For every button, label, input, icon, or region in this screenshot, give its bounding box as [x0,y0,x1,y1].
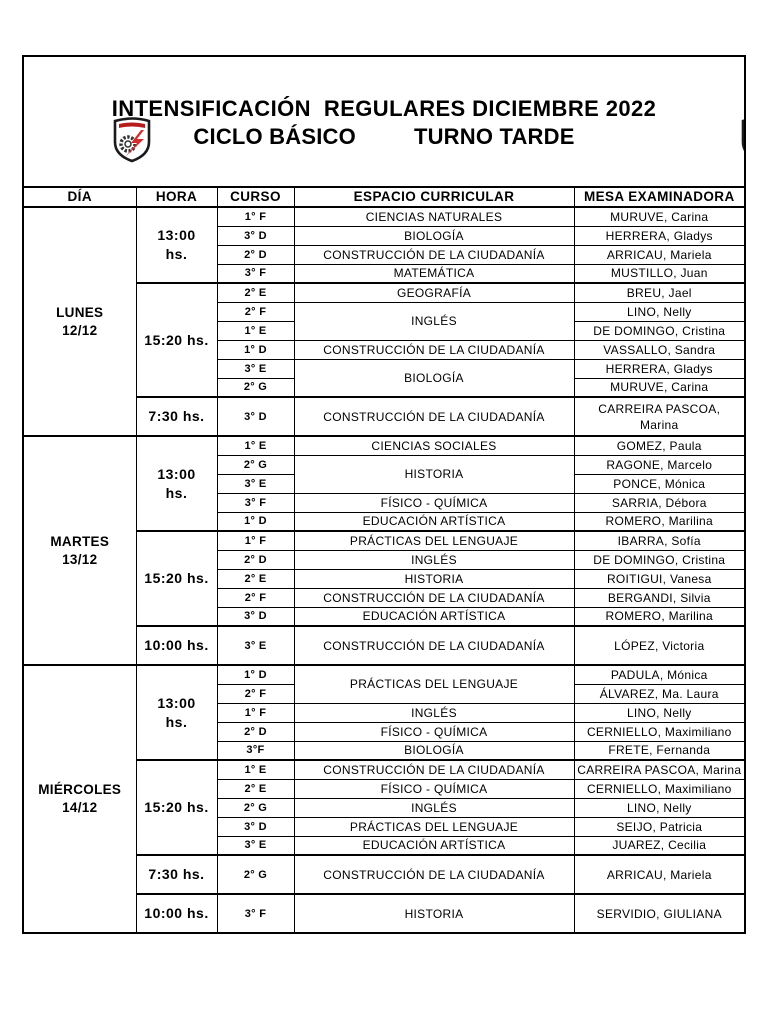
examiner-cell: DE DOMINGO, Cristina [574,550,745,569]
exam-schedule-table [22,55,746,934]
examiner-cell: SARRIA, Débora [574,493,745,512]
examiner-cell: BREU, Jael [574,283,745,302]
day-cell [23,665,136,933]
title-cell [23,56,745,187]
examiner-cell: LÓPEZ, Victoria [574,626,745,665]
time-cell: 13:00 hs. [136,665,217,760]
course-cell: 2° D [217,245,294,264]
course-cell: 3° D [217,397,294,436]
examiner-cell: ROMERO, Marilina [574,607,745,626]
subject-cell: PRÁCTICAS DEL LENGUAJE [294,531,574,550]
examiner-cell: GOMEZ, Paula [574,436,745,455]
examiner-cell: ROMERO, Marilina [574,512,745,531]
time-cell: 15:20 hs. [136,283,217,397]
course-cell: 1° D [217,512,294,531]
title-block [24,93,744,150]
column-header-examiners: MESA EXAMINADORA [574,187,745,207]
column-header-subject: ESPACIO CURRICULAR [294,187,574,207]
course-cell: 3° E [217,836,294,855]
course-cell: 2° F [217,302,294,321]
subject-cell: HISTORIA [294,894,574,933]
course-cell: 2° E [217,779,294,798]
table-row [23,665,745,684]
course-cell: 2° D [217,550,294,569]
examiner-cell: VASSALLO, Sandra [574,340,745,359]
subject-cell: BIOLOGÍA [294,359,574,397]
time-cell: 15:20 hs. [136,760,217,855]
title-row [23,56,745,187]
course-cell: 2° G [217,455,294,474]
course-cell: 3° E [217,474,294,493]
time-cell: 10:00 hs. [136,626,217,665]
course-cell: 1° F [217,703,294,722]
column-header-row [23,187,745,207]
subject-cell: CIENCIAS SOCIALES [294,436,574,455]
day-name: MIÉRCOLES [38,782,122,797]
examiner-cell: PADULA, Mónica [574,665,745,684]
subject-cell: EDUCACIÓN ARTÍSTICA [294,836,574,855]
examiner-cell: SEIJO, Patricia [574,817,745,836]
examiner-cell: ROITIGUI, Vanesa [574,569,745,588]
subject-cell: PRÁCTICAS DEL LENGUAJE [294,817,574,836]
course-cell: 2° E [217,283,294,302]
course-cell: 2° G [217,855,294,894]
examiner-cell: CARREIRA PASCOA, Marina [574,397,745,436]
examiner-cell: RAGONE, Marcelo [574,455,745,474]
examiner-cell: JUAREZ, Cecilia [574,836,745,855]
examiner-cell: LINO, Nelly [574,798,745,817]
subject-cell: EDUCACIÓN ARTÍSTICA [294,607,574,626]
day-cell [23,436,136,665]
course-cell: 1° F [217,207,294,226]
time-cell: 7:30 hs. [136,855,217,894]
subject-cell: CONSTRUCCIÓN DE LA CIUDADANÍA [294,626,574,665]
day-name: MARTES [50,533,110,549]
day-name: LUNES [56,304,104,320]
document-title: INTENSIFICACIÓN REGULARES DICIEMBRE 2022 [111,96,657,121]
examiner-cell: CARREIRA PASCOA, Marina [574,760,745,779]
subject-cell: BIOLOGÍA [294,226,574,245]
subject-cell: FÍSICO - QUÍMICA [294,722,574,741]
time-cell: 13:00 hs. [136,207,217,283]
course-cell: 3° D [217,817,294,836]
cycle-label: CICLO BÁSICO [193,124,356,149]
examiner-cell: DE DOMINGO, Cristina [574,321,745,340]
subject-cell: HISTORIA [294,455,574,493]
subject-cell: INGLÉS [294,302,574,340]
subject-cell: EDUCACIÓN ARTÍSTICA [294,512,574,531]
examiner-cell: FRETE, Fernanda [574,741,745,760]
subject-cell: CIENCIAS NATURALES [294,207,574,226]
course-cell: 3°F [217,741,294,760]
column-header-day: DÍA [23,187,136,207]
day-cell [23,207,136,436]
examiner-cell: MUSTILLO, Juan [574,264,745,283]
course-cell: 2° G [217,798,294,817]
examiner-cell: MURUVE, Carina [574,207,745,226]
subject-cell: HISTORIA [294,569,574,588]
time-cell: 15:20 hs. [136,531,217,626]
examiner-cell: MURUVE, Carina [574,378,745,397]
school-logo-right [676,99,720,145]
subject-cell: GEOGRAFÍA [294,283,574,302]
document-subtitle [24,125,744,149]
course-cell: 3° E [217,359,294,378]
table-row [23,436,745,455]
course-cell: 2° G [217,378,294,397]
examiner-cell: CERNIELLO, Maximiliano [574,722,745,741]
examiner-cell: LINO, Nelly [574,703,745,722]
examiner-cell: ARRICAU, Mariela [574,245,745,264]
subject-cell: CONSTRUCCIÓN DE LA CIUDADANÍA [294,588,574,607]
exam-schedule-sheet [22,55,744,934]
day-date: 13/12 [62,551,98,567]
course-cell: 1° E [217,760,294,779]
examiner-cell: ÁLVAREZ, Ma. Laura [574,684,745,703]
subject-cell: CONSTRUCCIÓN DE LA CIUDADANÍA [294,760,574,779]
examiner-cell: HERRERA, Gladys [574,359,745,378]
time-cell: 7:30 hs. [136,397,217,436]
examiner-cell: ARRICAU, Mariela [574,855,745,894]
course-cell: 2° D [217,722,294,741]
course-cell: 1° F [217,531,294,550]
subject-cell: MATEMÁTICA [294,264,574,283]
day-date: 14/12 [62,800,98,815]
time-cell: 10:00 hs. [136,894,217,933]
course-cell: 3° D [217,226,294,245]
subject-cell: FÍSICO - QUÍMICA [294,779,574,798]
day-date: 12/12 [62,322,98,338]
course-cell: 2° F [217,588,294,607]
column-header-time: HORA [136,187,217,207]
subject-cell: FÍSICO - QUÍMICA [294,493,574,512]
course-cell: 1° E [217,436,294,455]
examiner-cell: CERNIELLO, Maximiliano [574,779,745,798]
subject-cell: CONSTRUCCIÓN DE LA CIUDADANÍA [294,855,574,894]
course-cell: 3° E [217,626,294,665]
course-cell: 1° D [217,665,294,684]
column-header-course: CURSO [217,187,294,207]
examiner-cell: HERRERA, Gladys [574,226,745,245]
school-crest-icon [738,117,745,163]
course-cell: 3° D [217,607,294,626]
subject-cell: PRÁCTICAS DEL LENGUAJE [294,665,574,703]
subject-cell: INGLÉS [294,703,574,722]
subject-cell: BIOLOGÍA [294,741,574,760]
examiner-cell: LINO, Nelly [574,302,745,321]
examiner-cell: IBARRA, Sofía [574,531,745,550]
subject-cell: CONSTRUCCIÓN DE LA CIUDADANÍA [294,245,574,264]
subject-cell: CONSTRUCCIÓN DE LA CIUDADANÍA [294,397,574,436]
examiner-cell: SERVIDIO, GIULIANA [574,894,745,933]
subject-cell: INGLÉS [294,550,574,569]
time-cell: 13:00 hs. [136,436,217,531]
course-cell: 2° F [217,684,294,703]
course-cell: 1° D [217,340,294,359]
course-cell: 3° F [217,894,294,933]
subject-cell: CONSTRUCCIÓN DE LA CIUDADANÍA [294,340,574,359]
course-cell: 1° E [217,321,294,340]
subject-cell: INGLÉS [294,798,574,817]
course-cell: 2° E [217,569,294,588]
shift-label: TURNO TARDE [413,124,575,149]
course-cell: 3° F [217,264,294,283]
schedule-body [23,207,745,933]
table-row [23,207,745,226]
course-cell: 3° F [217,493,294,512]
examiner-cell: BERGANDI, Silvia [574,588,745,607]
examiner-cell: PONCE, Mónica [574,474,745,493]
